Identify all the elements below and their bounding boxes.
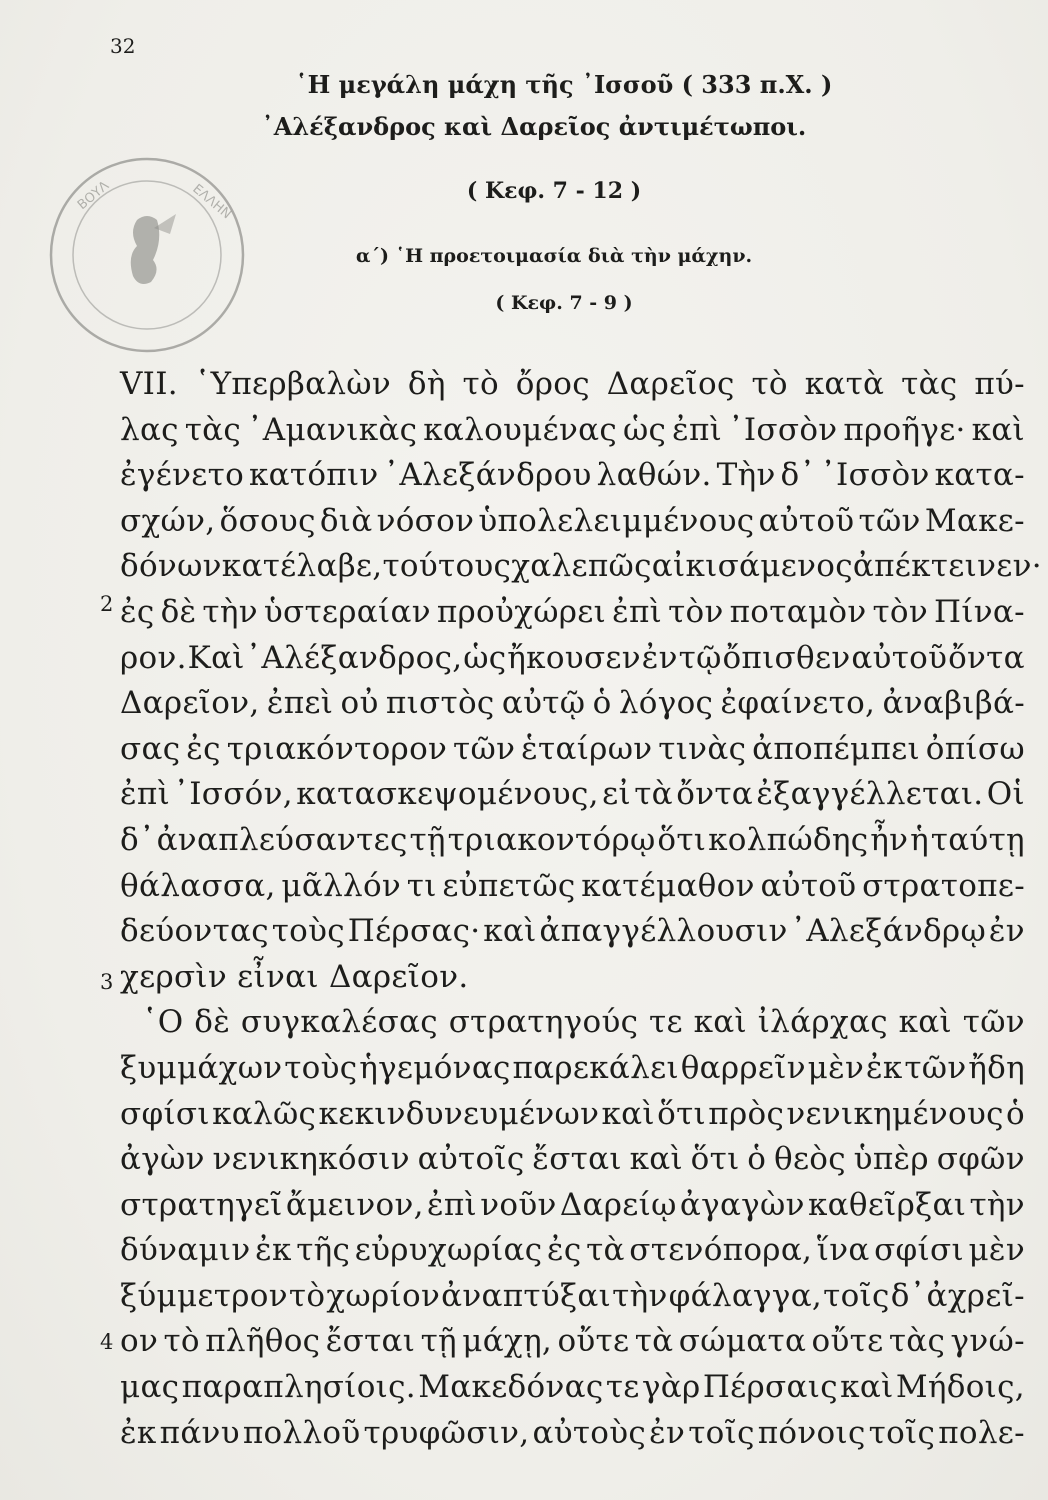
text-line: χερσὶν εἶναι Δαρεῖον. — [120, 958, 469, 995]
text-line: δόνων κατέλαβε, τούτους χαλεπῶς αἰκισάμενος ἀπέκτεινεν· — [120, 548, 1042, 585]
text-line: στρατηγεῖ ἄμεινον, ἐπὶ νοῦν Δαρείῳ ἀγαγὼν καθεῖρξαι τὴν — [120, 1186, 1025, 1223]
text-line: Δαρεῖον, ἐπεὶ οὐ πιστὸς αὐτῷ ὁ λόγος ἐφαίνετο, ἀναβιβά- — [120, 685, 1025, 722]
text-line: δεύοντας τοὺς Πέρσας· καὶ ἀπαγγέλλουσιν ᾿Αλεξάνδρῳ ἐν — [120, 913, 1025, 950]
text-line: σφίσι καλῶς κεκινδυνευμένων καὶ ὅτι πρὸς νενικημένους ὁ — [120, 1095, 1025, 1132]
chapter-subtitle: ᾿Αλέξανδρος καὶ Δαρεῖος ἀντιμέτωποι. — [261, 112, 807, 141]
text-line: ξυμμάχων τοὺς ἡγεμόνας παρεκάλει θαρρεῖν μὲν ἐκ τῶν ἤδη — [120, 1049, 1025, 1086]
svg-text:ΕΛΛΗΝ: ΕΛΛΗΝ — [189, 181, 234, 223]
text-line: θάλασσα, μᾶλλόν τι εὐπετῶς κατέμαθον αὐτοῦ στρατοπε- — [120, 867, 1025, 904]
paragraph-number: 3 — [100, 970, 114, 994]
text-line: δύναμιν ἐκ τῆς εὐρυχωρίας ἐς τὰ στενόπορα, ἵνα σφίσι μὲν — [120, 1232, 1025, 1269]
text-line: ρον. Καὶ ᾿Αλέξανδρος, ὡς ἤκουσεν ἐν τῷ ὄπισθεν αὐτοῦ ὄντα — [120, 639, 1025, 676]
section-title: α΄) ῾Η προετοιμασία διὰ τὴν μάχην. — [355, 245, 753, 267]
main-text-block — [120, 362, 1042, 1456]
page-number: 32 — [110, 34, 136, 58]
paragraph-number: 4 — [100, 1330, 114, 1354]
paragraph-number: 2 — [100, 592, 114, 616]
text-line: ἐγένετο κατόπιν ᾿Αλεξάνδρου λαθών. Τὴν δ᾿ ᾿Ισσὸν κατα- — [120, 457, 1025, 494]
text-line: λας τὰς ᾿Αμανικὰς καλουμένας ὡς ἐπὶ ᾿Ισσὸν προῆγε· καὶ — [120, 411, 1025, 448]
text-line: ξύμμετρον τὸ χωρίον ἀναπτύξαι τὴν φάλαγγα, τοῖς δ᾿ ἀχρεῖ- — [120, 1277, 1025, 1314]
text-line: σχών, ὅσους διὰ νόσον ὑπολελειμμένους αὐτοῦ τῶν Μακε- — [120, 502, 1025, 539]
text-line: ἀγὼν νενικηκόσιν αὐτοῖς ἔσται καὶ ὅτι ὁ θεὸς ὑπὲρ σφῶν — [120, 1141, 1025, 1178]
text-line: ον τὸ πλῆθος ἔσται τῇ μάχῃ, οὔτε τὰ σώματα οὔτε τὰς γνώ- — [120, 1323, 1025, 1360]
text-line: μας παραπλησίοις. Μακεδόνας τε γὰρ Πέρσαις καὶ Μήδοις, — [120, 1369, 1025, 1406]
text-line: ἐκ πάνυ πολλοῦ τρυφῶσιν, αὐτοὺς ἐν τοῖς πόνοις τοῖς πολε- — [120, 1414, 1025, 1451]
section-reference: ( Κεφ. 7 - 9 ) — [495, 292, 633, 314]
text-line: VII. ῾Υπερβαλὼν δὴ τὸ ὄρος Δαρεῖος τὸ κατὰ τὰς πύ- — [120, 366, 1025, 402]
text-line: σας ἐς τριακόντορον τῶν ἑταίρων τινὰς ἀποπέμπει ὀπίσω — [120, 730, 1025, 767]
chapter-reference: ( Κεφ. 7 - 12 ) — [466, 178, 642, 204]
text-line: ἐς δὲ τὴν ὑστεραίαν προὐχώρει ἐπὶ τὸν ποταμὸν τὸν Πίνα- — [120, 593, 1025, 630]
svg-text:ΒΟΥΛ: ΒΟΥΛ — [74, 178, 113, 214]
text-line: δ᾿ ἀναπλεύσαντες τῇ τριακοντόρῳ ὅτι κολπώδης ἦν ἡ ταύτῃ — [120, 821, 1025, 858]
text-line: ἐπὶ ᾿Ισσόν, κατασκεψομένους, εἰ τὰ ὄντα ἐξαγγέλλεται. Οἱ — [120, 776, 1025, 813]
text-line: ῾Ο δὲ συγκαλέσας στρατηγούς τε καὶ ἰλάρχας καὶ τῶν — [142, 1004, 1025, 1041]
chapter-title: ῾Η μεγάλη μάχη τῆς ᾿Ισσοῦ ( 333 π.Χ. ) — [295, 70, 833, 99]
